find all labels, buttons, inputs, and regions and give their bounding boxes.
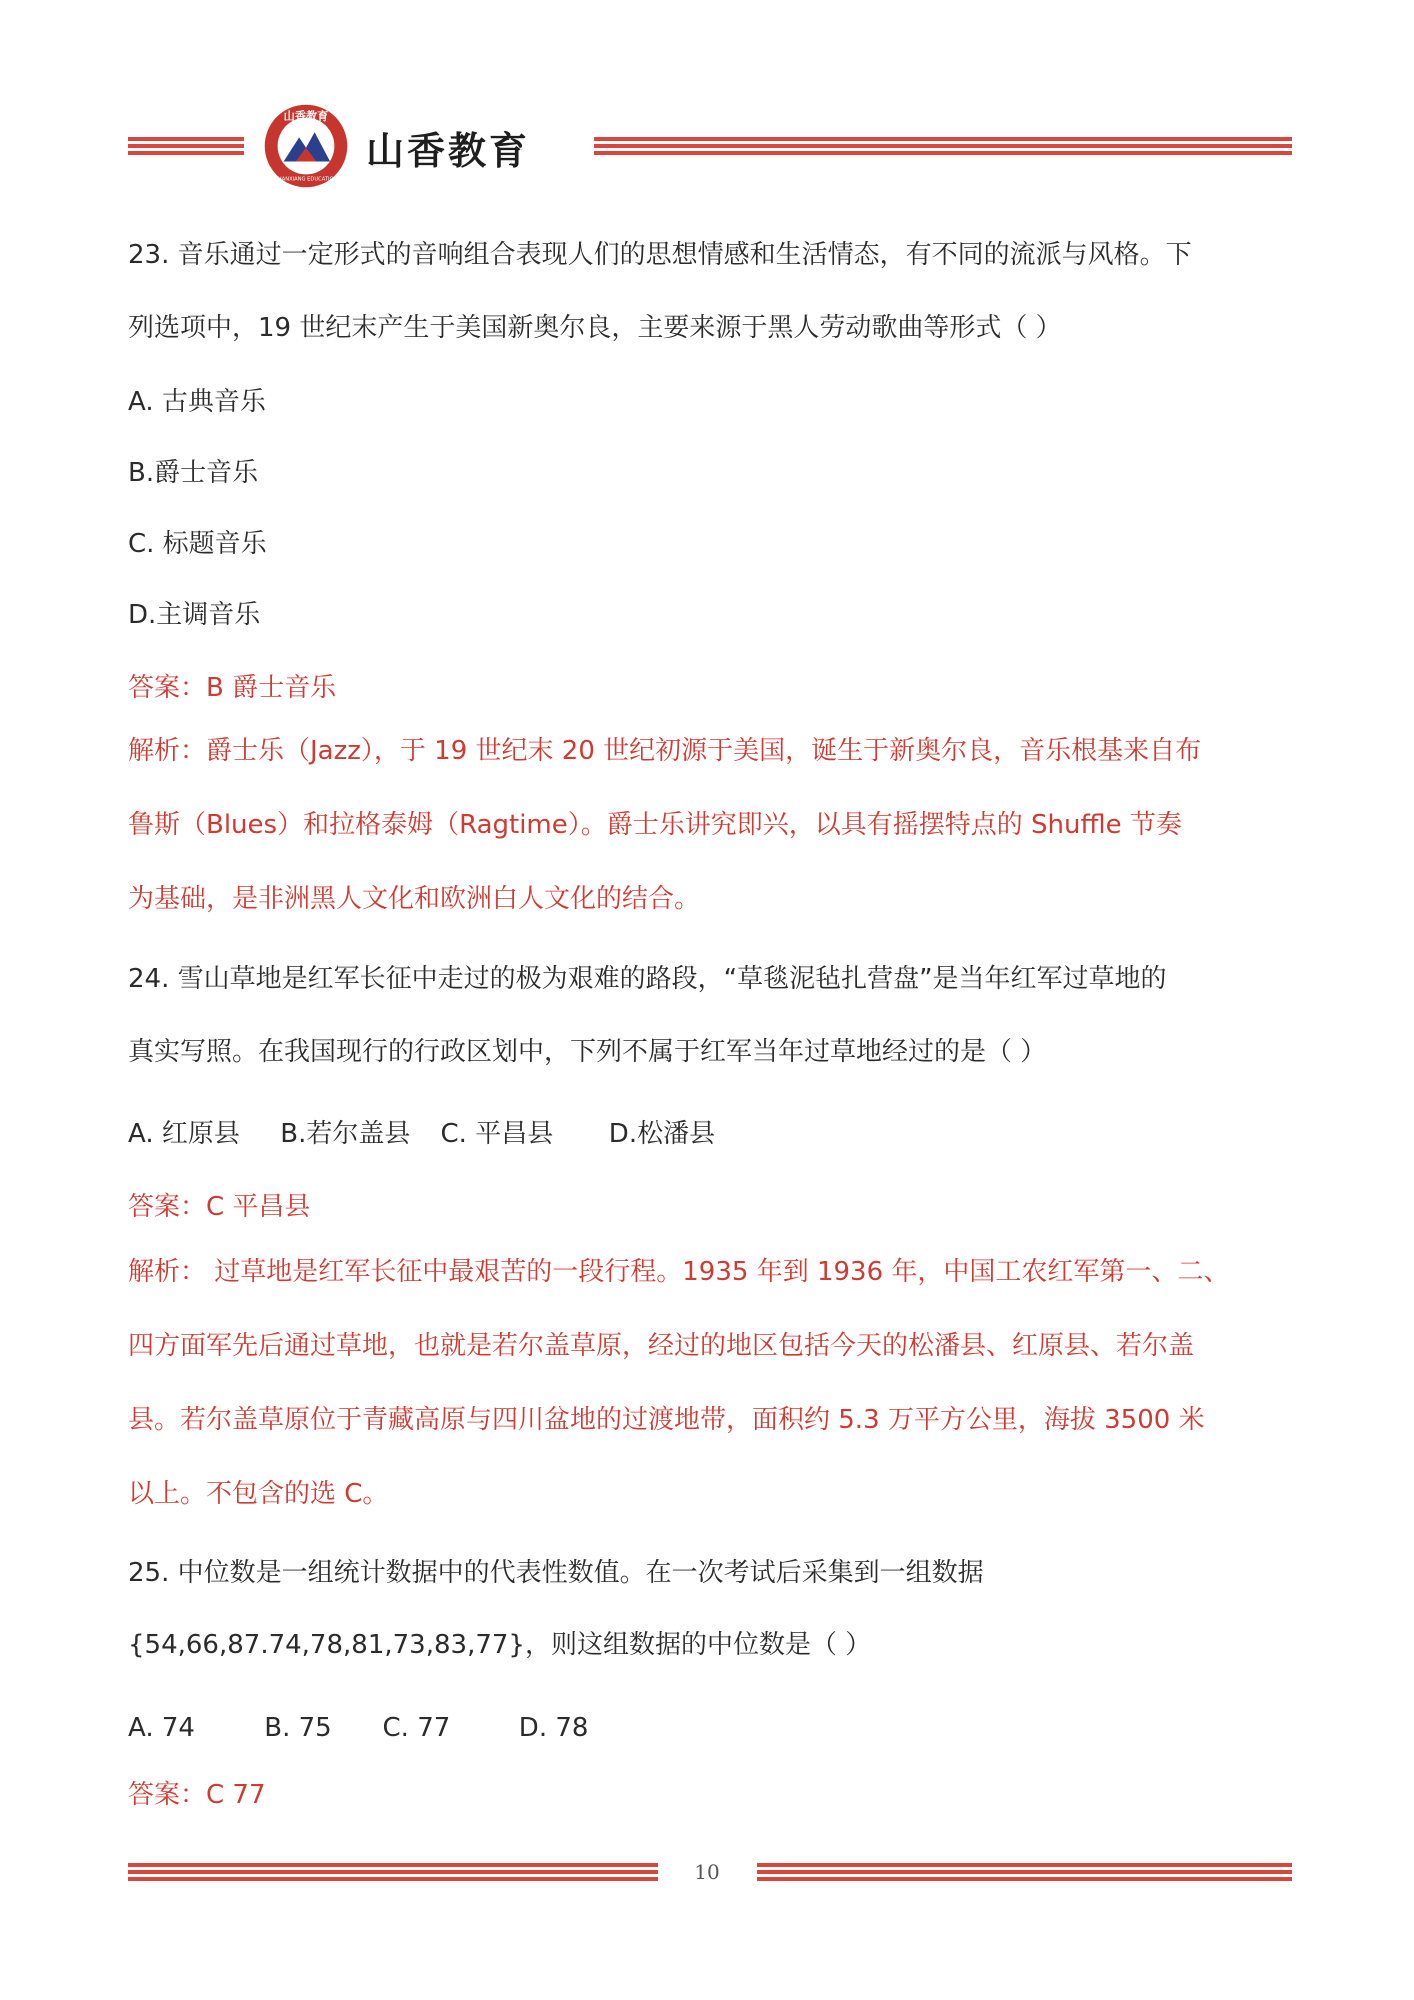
page-number: 10 — [694, 1860, 720, 1884]
q23-analysis-line-1: 解析：爵士乐（Jazz），于 19 世纪末 20 世纪初源于美国，诞生于新奥尔良，音乐根基来自布 — [128, 736, 1202, 766]
q25-stem-line-1: 25. 中位数是一组统计数据中的代表性数值。在一次考试后采集到一组数据 — [128, 1558, 984, 1588]
q23-option-b: B.爵士音乐 — [128, 458, 259, 488]
q24-option-b: B.若尔盖县 — [280, 1119, 411, 1149]
q25-options — [128, 1711, 1293, 1745]
q23-stem-line-2: 列选项中，19 世纪末产生于美国新奥尔良，主要来源于黑人劳动歌曲等形式（ ） — [128, 313, 1062, 343]
q23-option-a: A. 古典音乐 — [128, 387, 266, 417]
brand-name: 山香教育 — [366, 128, 531, 173]
q24-options — [128, 1117, 1293, 1151]
q23-option-c: C. 标题音乐 — [128, 529, 267, 559]
q24-analysis-line-1: 解析： 过草地是红军长征中最艰苦的一段行程。1935 年到 1936 年，中国工农红军第一、二、 — [128, 1257, 1230, 1287]
q25-option-b: B. 75 — [264, 1713, 332, 1743]
q24-stem-line-2: 真实写照。在我国现行的行政区划中，下列不属于红军当年过草地经过的是（ ） — [128, 1037, 1047, 1067]
q24-analysis-line-3: 县。若尔盖草原位于青藏高原与四川盆地的过渡地带，面积约 5.3 万平方公里，海拔 3500 米 — [128, 1405, 1205, 1435]
q23-analysis-line-2: 鲁斯（Blues）和拉格泰姆（Ragtime）。爵士乐讲究即兴，以具有摇摆特点的 Shuffle 节奏 — [128, 810, 1182, 840]
q24-option-a: A. 红原县 — [128, 1119, 240, 1149]
q25-option-a: A. 74 — [128, 1713, 195, 1743]
q24-option-c: C. 平昌县 — [440, 1119, 554, 1149]
q24-option-d: D.松潘县 — [608, 1119, 716, 1149]
shanxiang-logo-icon — [263, 103, 349, 189]
q25-option-d: D. 78 — [518, 1713, 589, 1743]
logo-subtext: SHANXIANG EDUCATION — [274, 176, 338, 183]
q23-stem-line-1: 23. 音乐通过一定形式的音响组合表现人们的思想情感和生活情态，有不同的流派与风格。下 — [128, 240, 1192, 270]
q23-option-d: D.主调音乐 — [128, 600, 261, 630]
q23-analysis-line-3: 为基础，是非洲黑人文化和欧洲白人文化的结合。 — [128, 884, 701, 914]
q25-stem-line-2: {54,66,87.74,78,81,73,83,77}，则这组数据的中位数是（ ） — [128, 1630, 872, 1660]
footer-stripes-right — [757, 1863, 1292, 1889]
header-stripes-right — [594, 137, 1292, 163]
q25-option-c: C. 77 — [382, 1713, 451, 1743]
q23-answer: 答案：B 爵士音乐 — [128, 673, 337, 703]
header-stripes-left — [128, 137, 244, 163]
q24-stem-line-1: 24. 雪山草地是红军长征中走过的极为艰难的路段，“草毯泥毡扎营盘”是当年红军过草地的 — [128, 964, 1167, 994]
footer-stripes-left — [128, 1863, 658, 1889]
q25-answer: 答案：C 77 — [128, 1780, 266, 1810]
q24-analysis-line-2: 四方面军先后通过草地，也就是若尔盖草原，经过的地区包括今天的松潘县、红原县、若尔盖 — [128, 1331, 1195, 1361]
logo-text: 山香教育 — [283, 110, 329, 124]
q24-analysis-line-4: 以上。不包含的选 C。 — [128, 1479, 389, 1509]
q24-answer: 答案：C 平昌县 — [128, 1192, 311, 1222]
